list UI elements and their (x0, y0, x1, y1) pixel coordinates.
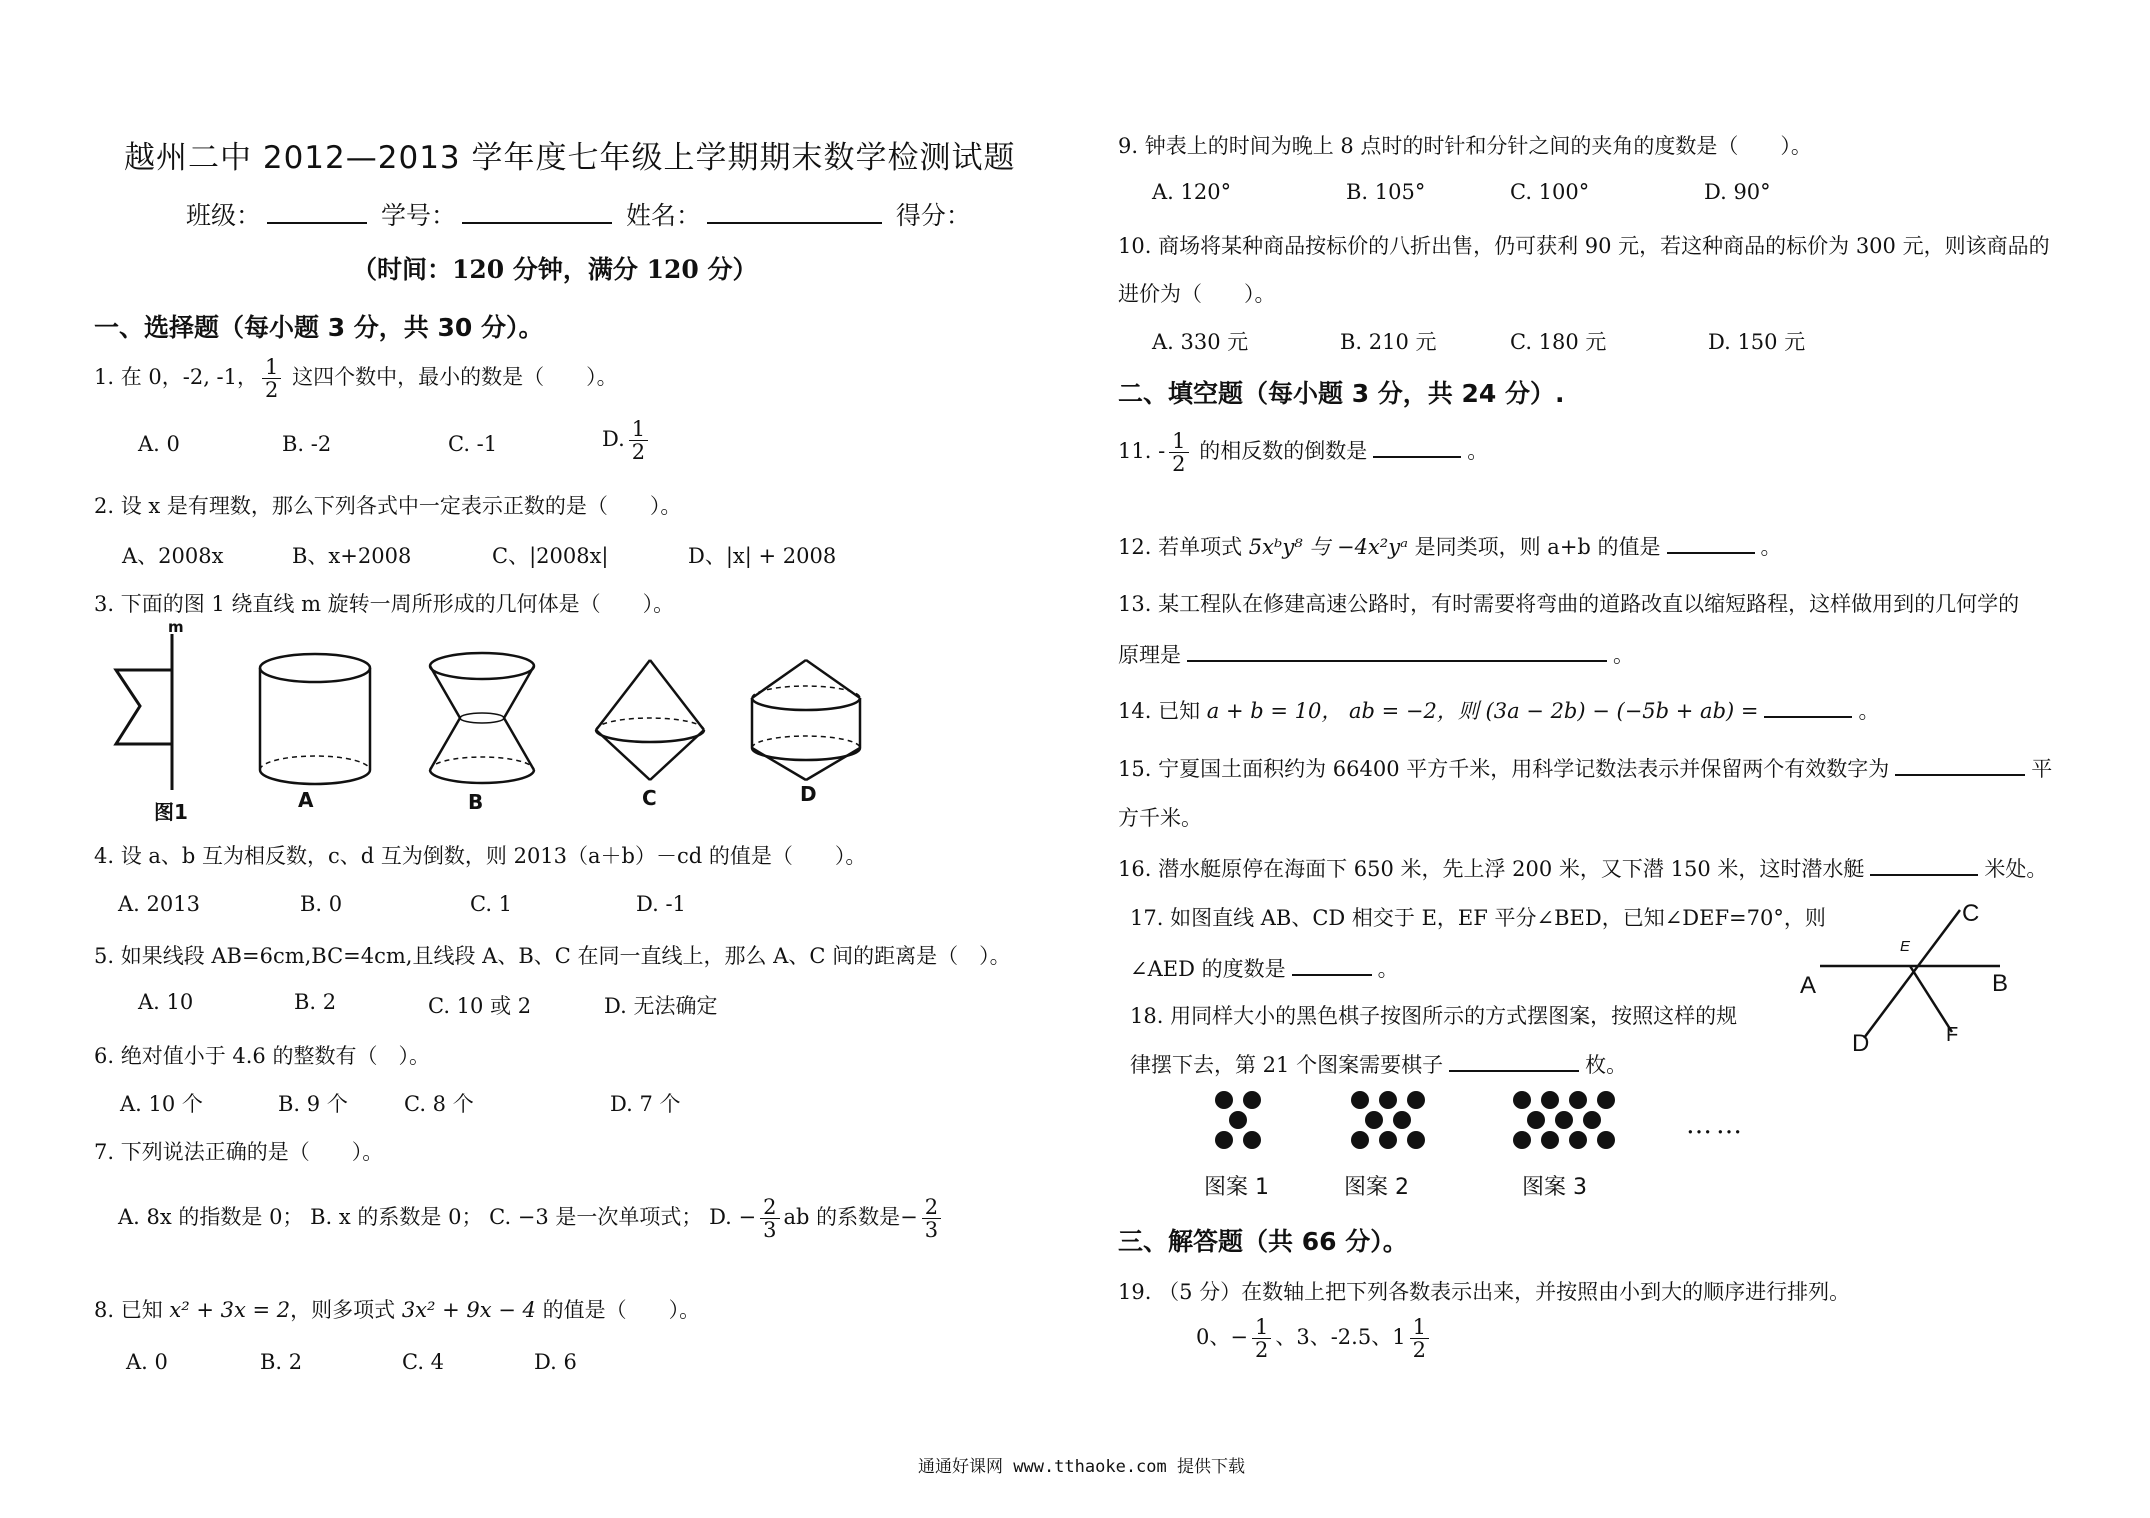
question-12: 12. 若单项式 5xᵇy⁸ 与 −4x²yᵃ 是同类项，则 a+b 的值是 。 (1118, 530, 1782, 561)
question-10-line1: 10. 商场将某种商品按标价的八折出售，仍可获利 90 元，若这种商品的标价为 300 元，则该商品的 (1118, 234, 2050, 258)
q6-option-d[interactable]: D. 7 个 (610, 1092, 681, 1116)
figure-c-label[interactable]: C (642, 786, 657, 810)
q10-option-b[interactable]: B. 210 元 (1340, 330, 1437, 354)
question-15-line1: 15. 宁夏国土面积约为 66400 平方千米，用科学记数法表示并保留两个有效数字为 平 (1118, 752, 2052, 783)
pattern-3-stones (1513, 1091, 1615, 1149)
pattern-3-label: 图案 3 (1522, 1175, 1587, 1200)
id-label: 学号： (380, 201, 456, 230)
pattern-ellipsis: …… (1686, 1110, 1746, 1140)
section1-title: 一、选择题（每小题 3 分，共 30 分）。 (94, 313, 544, 342)
q2-option-b[interactable]: B、x+2008 (292, 544, 412, 568)
q4-option-b[interactable]: B. 0 (300, 892, 343, 916)
q1-text-pre: 1. 在 0，-2, -1， (94, 365, 259, 390)
q8-option-d[interactable]: D. 6 (534, 1350, 577, 1374)
q11-answer-blank[interactable] (1373, 434, 1461, 458)
q8-option-b[interactable]: B. 2 (260, 1350, 303, 1374)
figure-b-label[interactable]: B (468, 790, 484, 814)
pattern-1-label: 图案 1 (1204, 1175, 1269, 1200)
figure-a-label[interactable]: A (298, 788, 314, 812)
point-c-label: C (1962, 900, 1980, 927)
section2-title: 二、填空题（每小题 3 分，共 24 分）. (1118, 379, 1565, 408)
q19-numbers: 0、− $\frac{1}{2}$ 、3、-2.5、1 $\frac{1}{2}$ (1196, 1316, 1433, 1361)
question-10-line2: 进价为（ ）。 (1118, 282, 1276, 306)
question-17-line1: 17. 如图直线 AB、CD 相交于 E，EF 平分∠BED，已知∠DEF=70°，则 (1130, 906, 1826, 930)
q9-option-d[interactable]: D. 90° (1704, 180, 1771, 204)
q9-option-a[interactable]: A. 120° (1152, 180, 1232, 204)
footer-credit: 通通好课网 www.tthaoke.com 提供下载 (918, 1457, 1245, 1477)
exam-title: 越州二中 2012—2013 学年度七年级上学期期末数学检测试题 (124, 140, 1016, 176)
line-m-label: m (168, 618, 184, 636)
q4-option-d[interactable]: D. -1 (636, 892, 686, 916)
q7-options: A. 8x 的指数是 0； B. x 的系数是 0； C. −3 是一次单项式； D. − $\frac{2}{3}$ ab 的系数是− $\frac{2}{3}$ (118, 1196, 945, 1241)
point-a-label: A (1800, 972, 1817, 999)
question-6: 6. 绝对值小于 4.6 的整数有（ ）。 (94, 1044, 430, 1068)
question-5: 5. 如果线段 AB=6cm,BC=4cm,且线段 A、B、C 在同一直线上，那么 A、C 间的距离是（ ）。 (94, 944, 1011, 968)
question-13-line1: 13. 某工程队在修建高速公路时，有时需要将弯曲的道路改直以缩短路程，这样做用到的几何学的 (1118, 592, 2020, 616)
q17-answer-blank[interactable] (1292, 952, 1372, 976)
point-b-label: B (1992, 970, 2009, 997)
q8-option-a[interactable]: A. 0 (126, 1350, 168, 1374)
q2-option-a[interactable]: A、2008x (122, 544, 224, 568)
question-11: 11. - $\frac{1}{2}$ 的相反数的倒数是 。 (1118, 429, 1489, 477)
q14-answer-blank[interactable] (1764, 694, 1852, 718)
q6-option-b[interactable]: B. 9 个 (278, 1092, 348, 1116)
q3-figures (110, 620, 890, 820)
figure-1-label: 图1 (154, 800, 188, 824)
q1-option-c[interactable]: C. -1 (448, 432, 498, 456)
question-7: 7. 下列说法正确的是（ ）。 (94, 1140, 384, 1164)
q4-option-c[interactable]: C. 1 (470, 892, 513, 916)
score-label: 得分： (895, 201, 971, 230)
pattern-1-stones (1215, 1091, 1261, 1149)
class-label: 班级： (186, 201, 262, 230)
name-label: 姓名： (625, 201, 701, 230)
question-4: 4. 设 a、b 互为相反数，c、d 互为倒数，则 2013（a＋b）－cd 的值是（ ）。 (94, 844, 867, 868)
question-17-line2: ∠AED 的度数是 。 (1130, 952, 1399, 983)
q13-answer-blank[interactable] (1187, 638, 1607, 662)
q8-option-c[interactable]: C. 4 (402, 1350, 445, 1374)
q5-option-b[interactable]: B. 2 (294, 990, 337, 1014)
q9-option-b[interactable]: B. 105° (1346, 180, 1426, 204)
q10-option-c[interactable]: C. 180 元 (1510, 330, 1607, 354)
q1-option-d[interactable]: D. $\frac{1}{2}$ (602, 418, 652, 463)
time-note: （时间：120 分钟，满分 120 分） (352, 255, 758, 284)
pattern-2-label: 图案 2 (1344, 1175, 1409, 1200)
q1-text-post: 这四个数中，最小的数是（ ）。 (285, 365, 618, 390)
q1-option-a[interactable]: A. 0 (138, 432, 180, 456)
question-1 (94, 356, 618, 401)
question-8: 8. 已知 x² + 3x = 2，则多项式 3x² + 9x − 4 的值是（ ）。 (94, 1298, 701, 1322)
q5-option-a[interactable]: A. 10 (138, 990, 194, 1014)
q15-answer-blank[interactable] (1895, 752, 2025, 776)
id-blank[interactable] (462, 200, 612, 224)
question-14: 14. 已知 a + b = 10， ab = −2，则 (3a − 2b) − (−5b + ab) = 。 (1118, 694, 1879, 725)
question-16: 16. 潜水艇原停在海面下 650 米，先上浮 200 米，又下潜 150 米，这时潜水艇 米处。 (1118, 852, 2047, 883)
q10-option-a[interactable]: A. 330 元 (1152, 330, 1249, 354)
pattern-2-stones (1351, 1091, 1425, 1149)
question-18-line1: 18. 用同样大小的黑色棋子按图所示的方式摆图案，按照这样的规 (1130, 1004, 1738, 1028)
q12-answer-blank[interactable] (1667, 530, 1755, 554)
q4-option-a[interactable]: A. 2013 (118, 892, 200, 916)
q5-option-c[interactable]: C. 10 或 2 (428, 994, 532, 1018)
q16-answer-blank[interactable] (1870, 852, 1978, 876)
question-15-line2: 方千米。 (1118, 806, 1202, 830)
q2-option-d[interactable]: D、|x| + 2008 (688, 544, 837, 568)
q10-option-d[interactable]: D. 150 元 (1708, 330, 1806, 354)
q9-option-c[interactable]: C. 100° (1510, 180, 1590, 204)
student-info-row (186, 196, 971, 232)
class-blank[interactable] (267, 200, 367, 224)
q18-answer-blank[interactable] (1449, 1048, 1579, 1072)
point-f-label: F (1946, 1024, 1959, 1046)
q6-option-c[interactable]: C. 8 个 (404, 1092, 474, 1116)
question-2: 2. 设 x 是有理数，那么下列各式中一定表示正数的是（ ）。 (94, 494, 682, 518)
q1-option-b[interactable]: B. -2 (282, 432, 332, 456)
point-d-label: D (1852, 1030, 1870, 1057)
question-19: 19. （5 分）在数轴上把下列各数表示出来，并按照由小到大的顺序进行排列。 (1118, 1280, 1851, 1304)
question-3: 3. 下面的图 1 绕直线 m 旋转一周所形成的几何体是（ ）。 (94, 592, 675, 616)
q5-option-d[interactable]: D. 无法确定 (604, 994, 718, 1018)
q2-option-c[interactable]: C、|2008x| (492, 544, 609, 568)
figure-d-label[interactable]: D (800, 782, 817, 806)
name-blank[interactable] (707, 200, 882, 224)
q6-option-a[interactable]: A. 10 个 (120, 1092, 203, 1116)
question-13-line2: 原理是 。 (1118, 638, 1634, 669)
q1-fraction: $\frac{1}{2}$ (262, 356, 281, 401)
question-18-line2: 律摆下去，第 21 个图案需要棋子 枚。 (1130, 1048, 1627, 1079)
point-e-label: E (1900, 938, 1911, 955)
question-9: 9. 钟表上的时间为晚上 8 点时的时针和分针之间的夹角的度数是（ ）。 (1118, 134, 1812, 158)
section3-title: 三、解答题（共 66 分）。 (1118, 1227, 1408, 1256)
